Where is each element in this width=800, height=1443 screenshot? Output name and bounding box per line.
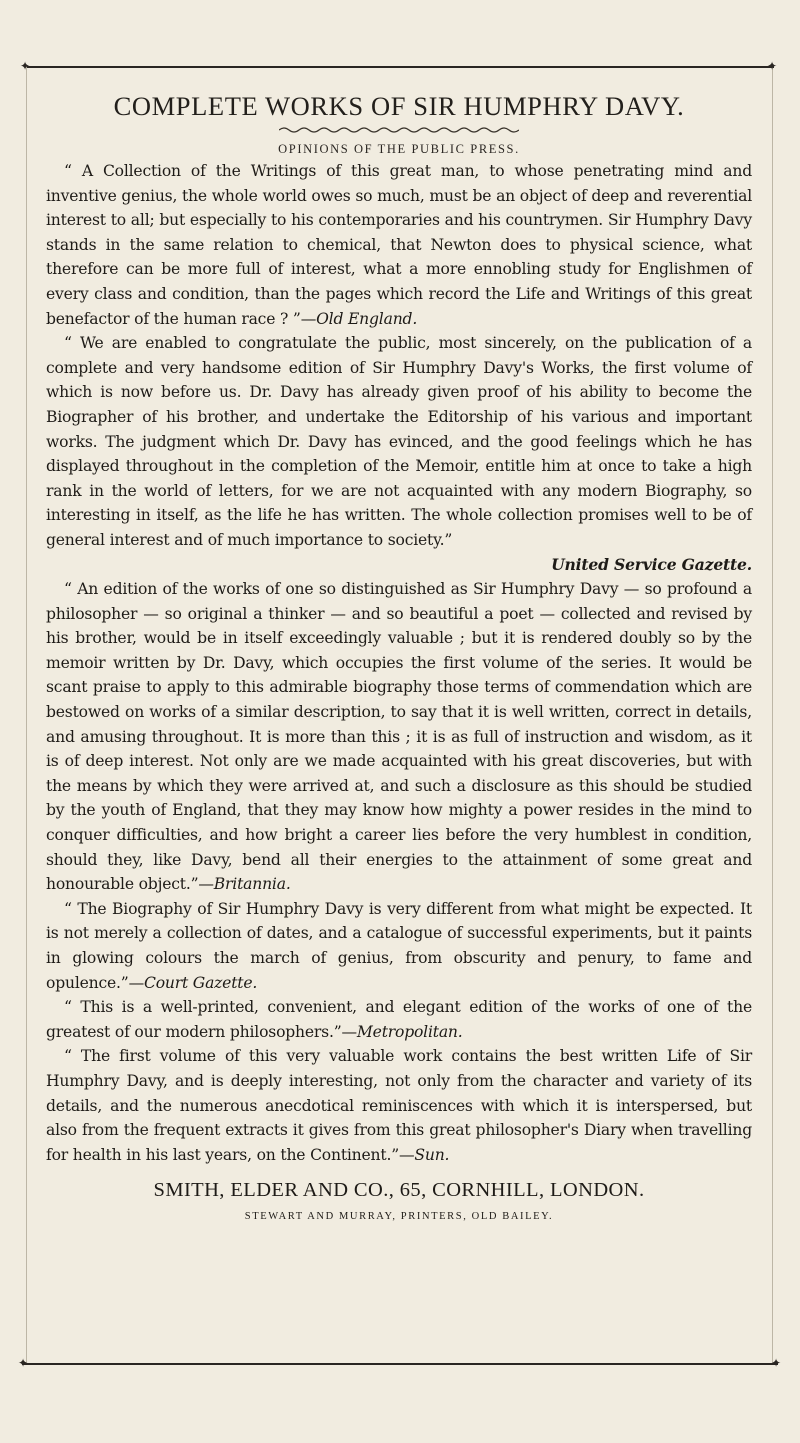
corner-ornament-icon: ✦ <box>18 1356 29 1370</box>
review-source: Sun. <box>414 1145 450 1164</box>
left-border <box>26 66 27 1363</box>
bottom-rule <box>22 1363 778 1365</box>
publisher-imprint: SMITH, ELDER AND CO., 65, CORNHILL, LONDON. <box>153 1179 645 1202</box>
page-title: COMPLETE WORKS OF SIR HUMPHRY DAVY. <box>113 91 685 121</box>
review-quote <box>46 331 752 577</box>
section-subtitle: OPINIONS OF THE PUBLIC PRESS. <box>278 142 520 156</box>
review-text: “ A Collection of the Writings of this great man, to whose penetrating mind and inventive genius, the whole world owes so much, must be an object of deep and reverential interest to all; but especially to his contemporaries and his countrymen. Sir Humphry Davy stands in the same relation to chemical, that Newton does to physical science, what therefore can be more full of interest, what a more ennobling study for Englishmen of every class and condition, than the pages which record the Life and Writings of this great benefactor of the human race ? ”— <box>46 162 752 328</box>
corner-ornament-icon: ✦ <box>767 59 778 73</box>
review-source: United Service Gazette. <box>551 554 752 574</box>
review-quote <box>46 159 752 331</box>
review-quote <box>46 995 752 1044</box>
corner-ornament-icon: ✦ <box>20 59 31 73</box>
review-text: “ An edition of the works of one so distinguished as Sir Humphry Davy — so profound a philosopher — so original a thinker — and so beautiful a poet — collected and revised by his brother, would be in itself exceedingly valuable ; but it is rendered doubly so by the memoir written by Dr. Davy, which occupies the first volume of the series. It would be scant praise to apply to this admirable biography those terms of commendation which are bestowed on works of a similar description, to say that it is well written, correct in details, and amusing throughout. It is more than this ; it is as full of instruction and wisdom, as it is of deep interest. Not only are we made acquainted with his great discoveries, but with the means by which they were arrived at, and such a disclosure as this should be studied by the youth of England, that they may know how mighty a power resides in the mind to conquer difficulties, and how bright a career lies before the very humblest in condition, should they, like Davy, bend all their energies to the attainment of some great and honourable object.”— <box>46 580 752 894</box>
review-quote <box>46 1044 752 1167</box>
page-content <box>46 88 752 1222</box>
review-text: “ This is a well-printed, convenient, and elegant edition of the works of one of the greatest of our modern philosophers.”— <box>46 998 752 1041</box>
review-source: Metropolitan. <box>356 1022 463 1041</box>
review-text: “ We are enabled to congratulate the public, most sincerely, on the publication of a complete and very handsome edition of Sir Humphry Davy's Works, the first volume of which is now before us. Dr. Davy has already given proof of his ability to become the Biographer of his brother, and undertake the Editorship of his various and important works. The judgment which Dr. Davy has evinced, and the good feelings which he has displayed throughout in the completion of the Memoir, entitle him at once to take a high rank in the world of letters, for we are not acquainted with any modern Biography, so interesting in itself, as the life he has written. The whole collection promises well to be of general interest and of much importance to society.” <box>46 334 752 549</box>
review-text: “ The first volume of this very valuable work contains the best written Life of Sir Humphry Davy, and is deeply interesting, not only from the character and variety of its details, and the numerous anecdotical reminiscences with which it is interspersed, but also from the frequent extracts it gives from this great philosopher's Diary when travelling for health in his last years, on the Continent.”— <box>46 1047 752 1164</box>
top-rule <box>26 66 774 68</box>
review-text: “ The Biography of Sir Humphry Davy is very different from what might be expected. It is not merely a collection of dates, and a catalogue of successful experiments, but it paints in glowing colours the march of genius, from obscurity and penury, to fame and opulence.”— <box>46 899 752 992</box>
review-source: Old England. <box>316 309 418 328</box>
review-quote <box>46 897 752 995</box>
right-border <box>772 66 773 1363</box>
review-source: Britannia. <box>213 875 291 894</box>
corner-ornament-icon: ✦ <box>771 1356 782 1370</box>
review-quote <box>46 577 752 897</box>
printer-imprint: STEWART AND MURRAY, PRINTERS, OLD BAILEY. <box>244 1211 554 1223</box>
review-source: Court Gazette. <box>143 973 258 992</box>
wavy-divider-icon <box>279 126 519 134</box>
